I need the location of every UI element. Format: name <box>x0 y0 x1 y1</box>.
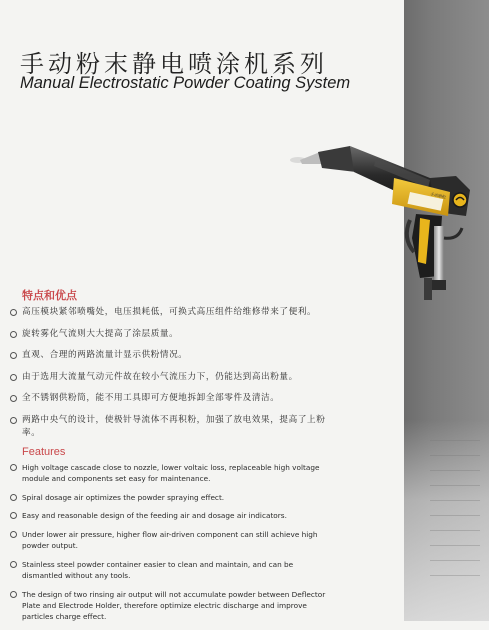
bullet-circle-icon <box>10 561 17 568</box>
bullet-circle-icon <box>10 417 17 424</box>
list-item: Under lower air pressure, higher flow air-driven component can still achieve high powder output. <box>10 529 330 551</box>
bullet-circle-icon <box>10 531 17 538</box>
features-list-chinese <box>10 306 330 448</box>
list-item: The design of two rinsing air output will not accumulate powder between Deflector Plate and Electrode Holder, therefore optimize electric discharge and improve particles charge effect. <box>10 589 330 623</box>
bullet-circle-icon <box>10 494 17 501</box>
page-title-chinese: 手动粉末静电喷涂机系列 <box>20 50 328 78</box>
bullet-circle-icon <box>10 352 17 359</box>
list-item: Easy and reasonable design of the feeding air and dosage air indicators. <box>10 510 330 521</box>
bullet-circle-icon <box>10 464 17 471</box>
list-item: 旋转雾化气流则大大提高了涂层质量。 <box>10 328 330 341</box>
list-item: 两路中央气的设计，使极针导流体不再积粉，加强了放电效果，提高了上粉率。 <box>10 414 330 440</box>
features-list-english <box>10 462 330 630</box>
spray-gun-image <box>280 138 480 318</box>
list-item: Stainless steel powder container easier to clean and maintain, and can be dismantled without any tools. <box>10 559 330 581</box>
bullet-circle-icon <box>10 309 17 316</box>
bullet-circle-icon <box>10 395 17 402</box>
list-item: 高压模块紧邻喷嘴处，电压损耗低，可换式高压组件给维修带来了便利。 <box>10 306 330 319</box>
bullet-circle-icon <box>10 374 17 381</box>
bullet-circle-icon <box>10 512 17 519</box>
features-heading-english: Features <box>22 446 66 458</box>
page-title-english: Manual Electrostatic Powder Coating System <box>20 74 351 92</box>
product-label: 手动喷枪 <box>429 191 447 200</box>
bullet-circle-icon <box>10 331 17 338</box>
bullet-circle-icon <box>10 591 17 598</box>
decorative-lines <box>430 440 480 590</box>
list-item: 全不锈钢供粉筒，能不用工具即可方便地拆卸全部零件及清洁。 <box>10 392 330 405</box>
list-item: 由于选用大流量气动元件故在较小气流压力下，仍能达到高出粉量。 <box>10 371 330 384</box>
features-heading-chinese: 特点和优点 <box>22 289 77 302</box>
list-item: Spiral dosage air optimizes the powder spraying effect. <box>10 492 330 503</box>
list-item: High voltage cascade close to nozzle, lower voltaic loss, replaceable high voltage module and components set easy for maintenance. <box>10 462 330 484</box>
list-item: 直观、合理的两路流量计显示供粉情况。 <box>10 349 330 362</box>
